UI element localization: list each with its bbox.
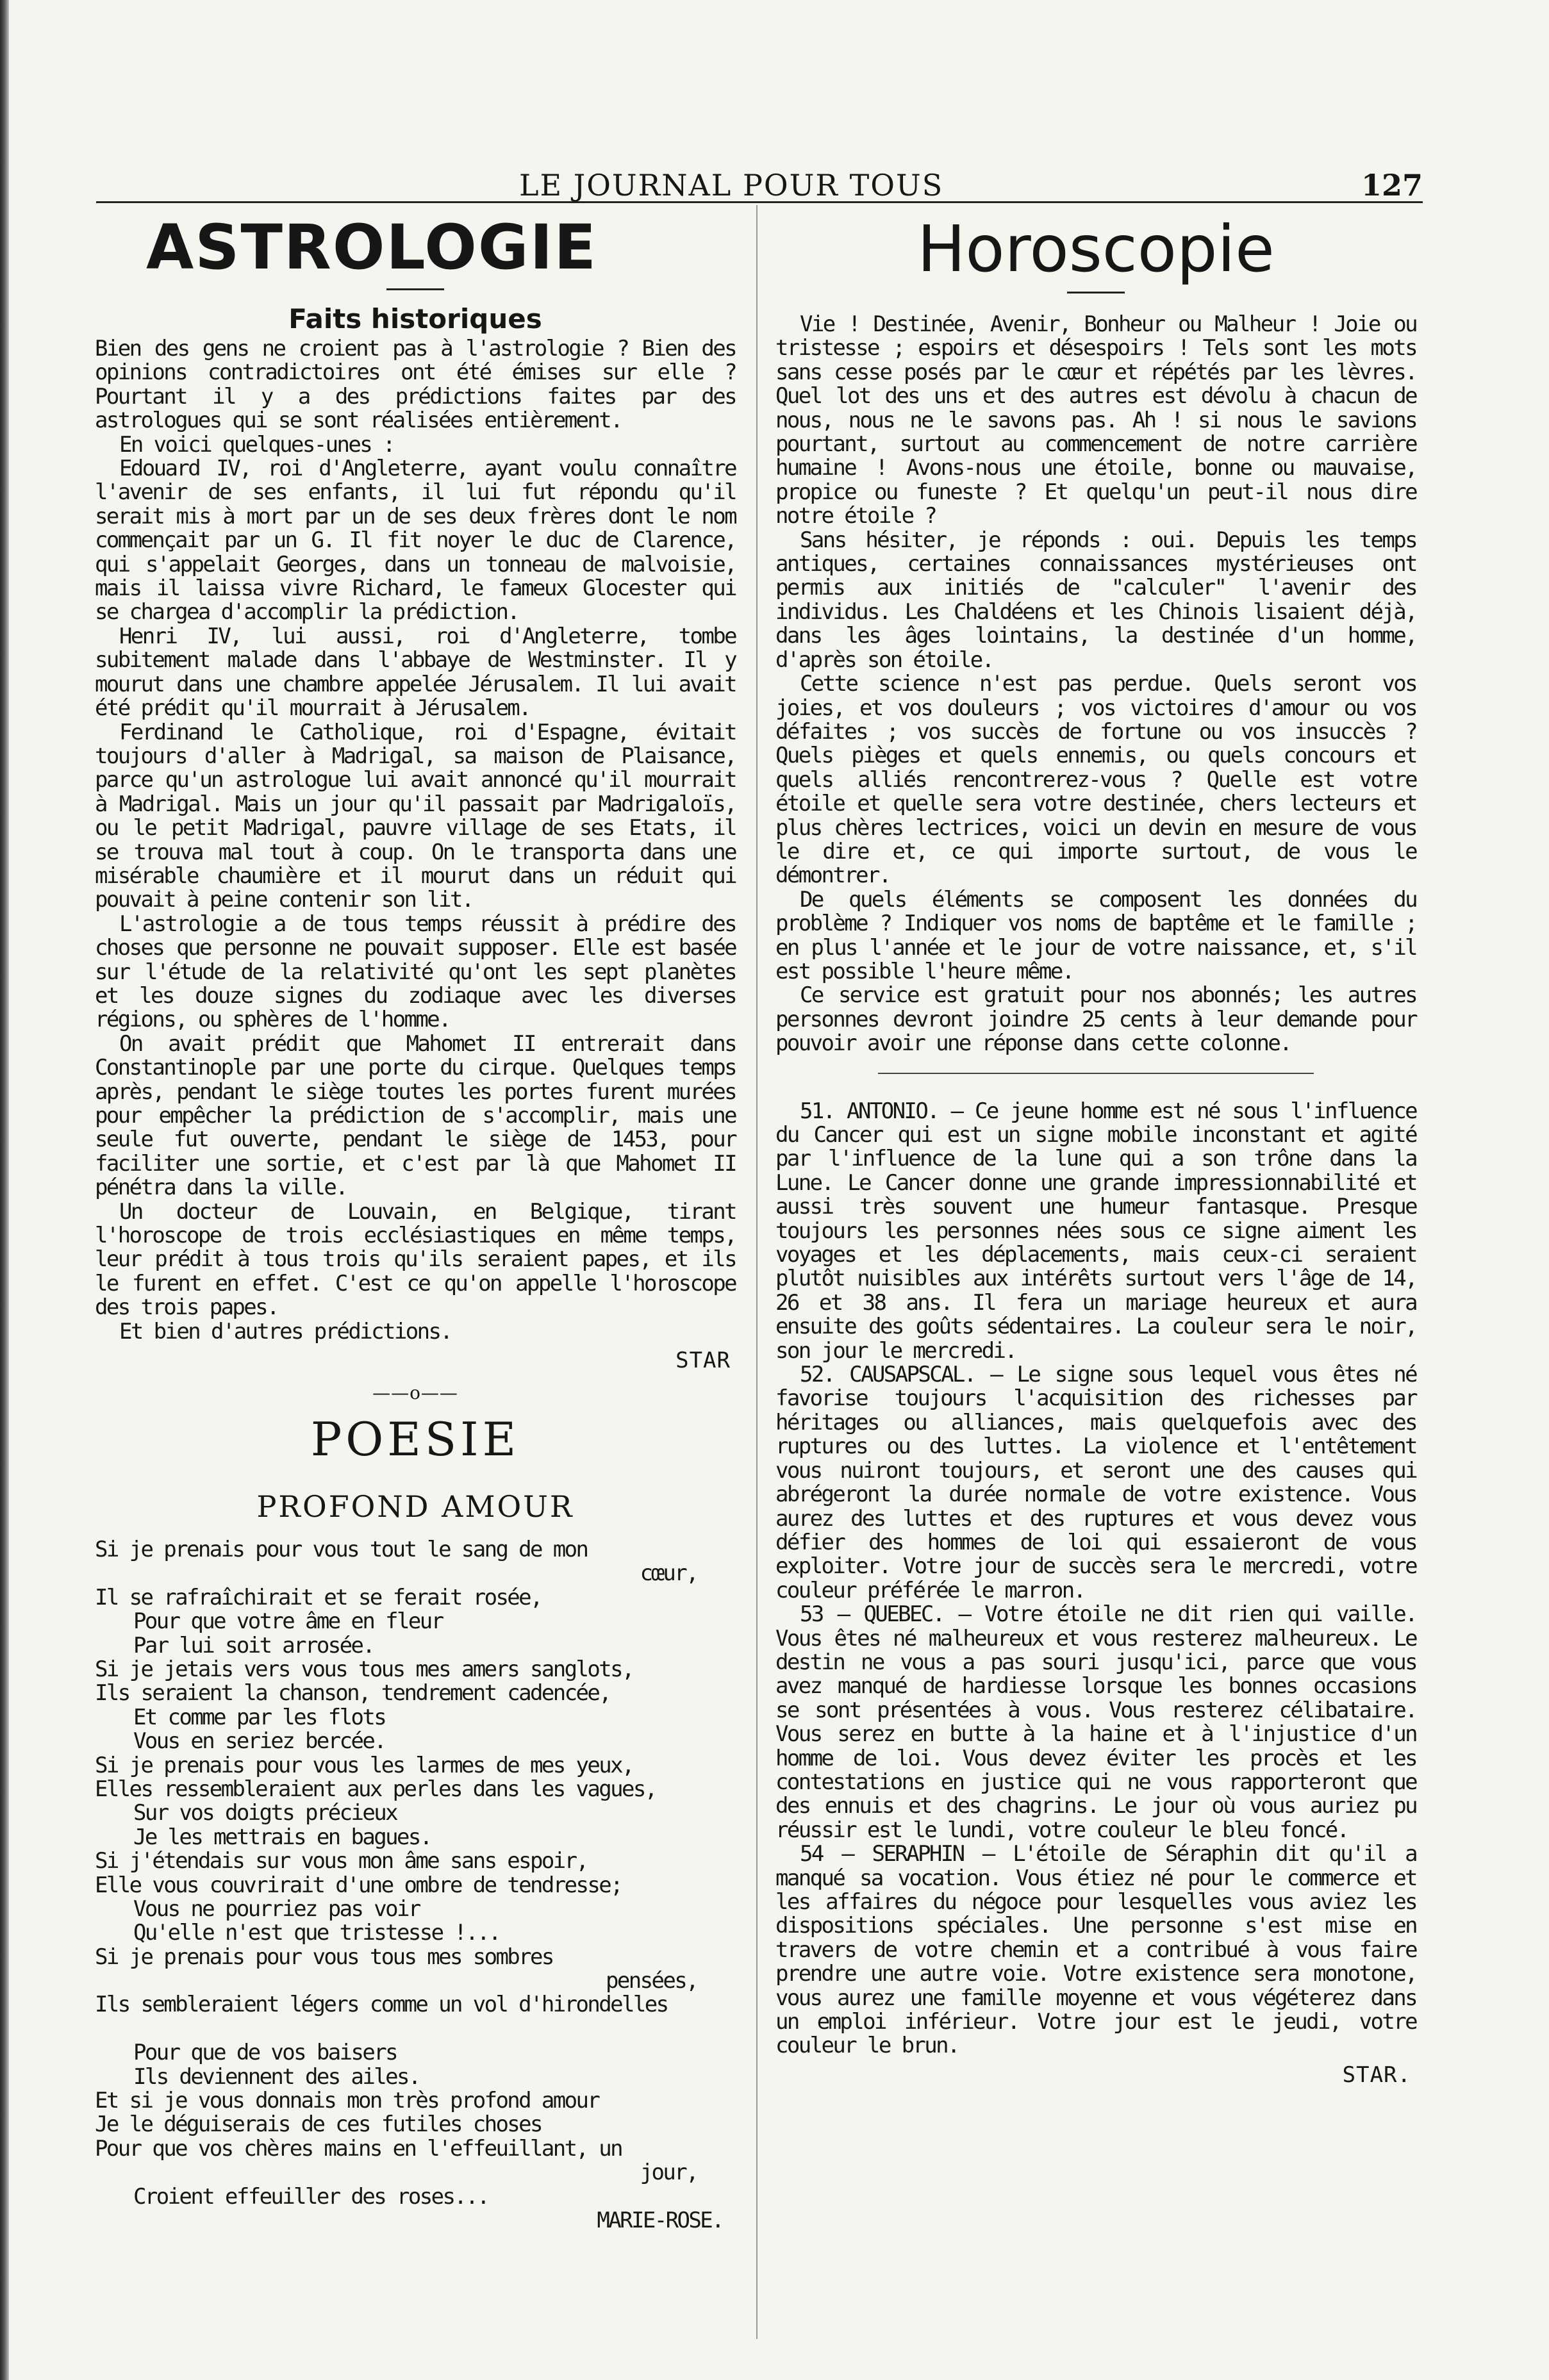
poem-line: jour, bbox=[640, 2160, 697, 2186]
poem-line: Vous en seriez bercée. bbox=[133, 1728, 386, 1755]
poem-line: Si je prenais pour vous tous mes sombres bbox=[95, 1944, 553, 1970]
poem-line: Si je prenais pour vous tout le sang de mon bbox=[95, 1537, 588, 1563]
poem-line: Croient effeuiller des roses... bbox=[133, 2183, 488, 2210]
poem-line: Vous ne pourriez pas voir bbox=[133, 1896, 420, 1922]
astrologie-paragraph: En voici quelques-unes : bbox=[119, 431, 394, 458]
horoscopie-paragraph: Ce service est gratuit pour nos abonnés; les autres personnes devront joindre 25 cents à leur demande pour pouvoir avoir une réponse dans cette colonne. bbox=[775, 982, 1416, 1057]
section-separator: ——o—— bbox=[372, 1382, 458, 1404]
poem-line bbox=[95, 2017, 736, 2041]
horoscopie-paragraph: Vie ! Destinée, Avenir, Bonheur ou Malheur ! Joie ou tristesse ; espoirs et désespoirs ! Tels sont les mots sans cesse posés par le cœur et répétés par les lèvres. Quel lot des uns et des autres est dévolu à chacun de nous, nous ne le savons pas. Ah ! si nous le savions pourtant, surtout au commencement de notre carrière humaine ! Avons-nous une étoile, bonne ou mauvaise, propice ou funeste ? Et quelqu'un peut-il nous dire notre étoile ? bbox=[775, 311, 1416, 529]
horoscopie-article bbox=[775, 211, 1416, 2088]
astrologie-paragraph: L'astrologie a de tous temps réussit à prédire des choses que personne ne pouvait supposer. Elle est basée sur l'étude de la relativité qu'ont les sept planètes et les douze signes du zodiaque avec les diverses régions, ou sphères de l'homme. bbox=[95, 911, 736, 1033]
astrologie-paragraph: Un docteur de Louvain, en Belgique, tirant l'horoscope de trois ecclésiastiques en même temps, leur prédit à tous trois qu'ils seraient papes, et ils le furent en effet. C'est ce qu'on appelle l'horoscope des trois papes. bbox=[95, 1198, 736, 1321]
horoscope-answer: 52. CAUSAPSCAL. — Le signe sous lequel vous êtes né favorise toujours l'acquisition des richesses par héritages ou alliances, mais quelquefois avec des ruptures ou des luttes. La violence et l'entêtement vous nuiront toujours, et seront une des causes qui abrégeront la durée normale de votre existence. Vous aurez des luttes et des ruptures et vous devez vous défier des hommes de loi qui essaieront de vous exploiter. Votre jour de succès sera le mercredi, votre couleur préférée le marron. bbox=[775, 1362, 1416, 1603]
poem-line: Je le déguiserais de ces futiles choses bbox=[95, 2111, 542, 2138]
poem bbox=[95, 1538, 736, 2233]
poem-line: cœur, bbox=[640, 1560, 697, 1587]
poem-line: Et comme par les flots bbox=[133, 1704, 386, 1730]
astrologie-paragraph: Et bien d'autres prédictions. bbox=[119, 1318, 452, 1344]
astrologie-paragraph: On avait prédit que Mahomet II entrerait dans Constantinople par une porte du cirque. Quelques temps après, pendant le siège toutes les portes furent murées pour empêcher la prédiction de s'accomplir, mais une seule fut ouverte, pendant le siège de 1453, pour faciliter une sortie, et c'est par là que Mahomet II pénétra dans la ville. bbox=[95, 1030, 736, 1201]
poem-line: Pour que de vos baisers bbox=[133, 2040, 397, 2066]
astrologie-paragraph: Bien des gens ne croient pas à l'astrologie ? Bien des opinions contradictoires ont été émises sur elle ? Pourtant il y a des prédictions faites par des astrologues qui se sont réalisées entièrement. bbox=[95, 336, 736, 434]
poem-line: Ils deviennent des ailes. bbox=[133, 2063, 420, 2090]
right-column bbox=[775, 211, 1416, 2092]
horoscopie-signature: STAR. bbox=[1342, 2062, 1411, 2088]
poem-line: Pour que vos chères mains en l'effeuillant, un bbox=[95, 2135, 622, 2161]
astrologie-subhead: Faits historiques bbox=[288, 303, 542, 335]
astrologie-paragraph: Henri IV, lui aussi, roi d'Angleterre, tombe subitement malade dans l'abbaye de Westminster. Il y mourut dans une chambre appelée Jérusalem. Il lui avait été prédit qu'il mourrait à Jérusalem. bbox=[95, 623, 736, 722]
page-number: 127 bbox=[1361, 168, 1423, 202]
poem-line: Par lui soit arrosée. bbox=[133, 1632, 374, 1658]
astrologie-signature: STAR bbox=[675, 1348, 731, 1374]
page-binding-edge bbox=[0, 0, 9, 2380]
poem-line: Ils sembleraient légers comme un vol d'hirondelles bbox=[95, 1992, 668, 2018]
page-header bbox=[96, 168, 1423, 203]
column-divider bbox=[756, 205, 758, 2339]
poesie-title: POESIE bbox=[310, 1412, 520, 1467]
poem-line: Sur vos doigts précieux bbox=[133, 1800, 397, 1826]
section-rule bbox=[878, 1073, 1314, 1074]
poem-line: Il se rafraîchirait et se ferait rosée, bbox=[95, 1584, 542, 1610]
horoscopie-title: Horoscopie bbox=[917, 211, 1275, 286]
poesie-section bbox=[95, 1412, 736, 2233]
horoscope-answer: 53 — QUEBEC. — Votre étoile ne dit rien qui vaille. Vous êtes né malheureux et vous resterez malheureux. Le destin ne vous a pas souri jusqu'ici, parce que vous avez manqué de hardiesse lorsque les bonnes occasions se sont présentées à vous. Vous resterez célibataire. Vous serez en butte à la haine et à l'injustice d'un homme de loi. Vous devez éviter les procès et les contestations en justice qui ne vous rapporteront que des ennuis et des chagrins. Le jour où vous auriez pu réussir est le lundi, votre couleur le bleu foncé. bbox=[775, 1601, 1416, 1843]
astrologie-paragraph: Ferdinand le Catholique, roi d'Espagne, évitait toujours d'aller à Madrigal, sa maison de Plaisance, parce qu'un astrologue lui avait annoncé qu'il mourrait à Madrigal. Mais un jour qu'il passait par Madrigaloïs, ou le petit Madrigal, pauvre village de ses Etats, il se trouva mal tout à coup. On le transporta dans une misérable chaumière et il mourut dans un réduit qui pouvait à peine contenir son lit. bbox=[95, 719, 736, 913]
running-title: LE JOURNAL POUR TOUS bbox=[519, 168, 944, 202]
astrologie-paragraph: Edouard IV, roi d'Angleterre, ayant voulu connaître l'avenir de ses enfants, il lui fut répondu qu'il serait mis à mort par un de ses deux frères dont le nom commençait par un G. Il fit noyer le duc de Clarence, qui s'appelait Georges, dans un tonneau de malvoisie, mais il laissa vivre Richard, le fameux Glocester qui se chargea d'accomplir la prédiction. bbox=[95, 456, 736, 625]
poem-line: Et si je vous donnais mon très profond amour bbox=[95, 2088, 599, 2114]
astrologie-article bbox=[95, 211, 736, 1373]
horoscopie-paragraph: De quels éléments se composent les données du problème ? Indiquer vos noms de baptême et le famille ; en plus l'année et le jour de votre naissance, et, s'il est possible l'heure même. bbox=[775, 886, 1416, 984]
poem-line: Pour que votre âme en fleur bbox=[133, 1608, 443, 1635]
horoscope-answer: 54 — SERAPHIN — L'étoile de Séraphin dit qu'il a manqué sa vocation. Vous étiez né pour le commerce et les affaires du négoce pour lesquelles vous aviez les dispositions spéciales. Une personne s'est mise en travers de votre chemin et a contribué à vous faire prendre une autre voie. Votre existence sera monotone, vous aurez une famille moyenne et vous végéterez dans un emploi inférieur. Votre jour est le jeudi, votre couleur le brun. bbox=[775, 1841, 1416, 2059]
left-column bbox=[95, 211, 736, 2233]
poem-line: Si j'étendais sur vous mon âme sans espoir, bbox=[95, 1848, 588, 1874]
poem-line: Qu'elle n'est que tristesse !... bbox=[133, 1920, 500, 1946]
horoscopie-paragraph: Sans hésiter, je réponds : oui. Depuis les temps antiques, certaines connaissances mystérieuses ont permis aux initiés de "calculer" l'avenir des individus. Les Chaldéens et les Chinois lisaient déjà, dans les âges lointains, la destinée d'un homme, d'après son étoile. bbox=[775, 527, 1416, 673]
title-rule bbox=[1067, 292, 1125, 293]
poem-signature: MARIE-ROSE. bbox=[597, 2208, 723, 2233]
poem-line: Si je jetais vers vous tous mes amers sanglots, bbox=[95, 1657, 633, 1683]
astrologie-title: ASTROLOGIE bbox=[146, 211, 597, 283]
title-rule bbox=[386, 288, 444, 290]
poem-line: Elle vous couvrirait d'une ombre de tendresse; bbox=[95, 1872, 622, 1898]
poem-title: PROFOND AMOUR bbox=[256, 1489, 574, 1525]
poem-line: Si je prenais pour vous les larmes de mes yeux, bbox=[95, 1752, 633, 1778]
horoscopie-paragraph: Cette science n'est pas perdue. Quels seront vos joies, et vos douleurs ; vos victoires d'amour ou vos défaites ; vos succès de fortune ou vos insuccès ? Quels pièges et quels ennemis, ou quels concours et quels alliés rencontrerez-vous ? Quelle est votre étoile et quelle sera votre destinée, chers lecteurs et plus chères lectrices, voici un devin en mesure de vous le dire et, ce qui importe surtout, de vous le démontrer. bbox=[775, 671, 1416, 889]
horoscope-answer: 51. ANTONIO. — Ce jeune homme est né sous l'influence du Cancer qui est un signe mobile inconstant et agité par l'influence de la lune qui a son trône dans la Lune. Le Cancer donne une grande impressionnabilité et aussi très souvent une humeur fantasque. Presque toujours les personnes nées sous ce signe aiment les voyages et les déplacements, mais ceux-ci seraient plutôt nuisibles aux intérêts surtout vers l'âge de 14, 26 et 38 ans. Il fera un mariage heureux et aura ensuite des goûts sédentaires. La couleur sera le noir, son jour le mercredi. bbox=[775, 1098, 1416, 1364]
poem-line: pensées, bbox=[606, 1968, 697, 1994]
poem-line: Ils seraient la chanson, tendrement cadencée, bbox=[95, 1680, 611, 1706]
poem-line: Je les mettrais en bagues. bbox=[133, 1824, 431, 1850]
poem-line: Elles ressembleraient aux perles dans les vagues, bbox=[95, 1776, 656, 1802]
